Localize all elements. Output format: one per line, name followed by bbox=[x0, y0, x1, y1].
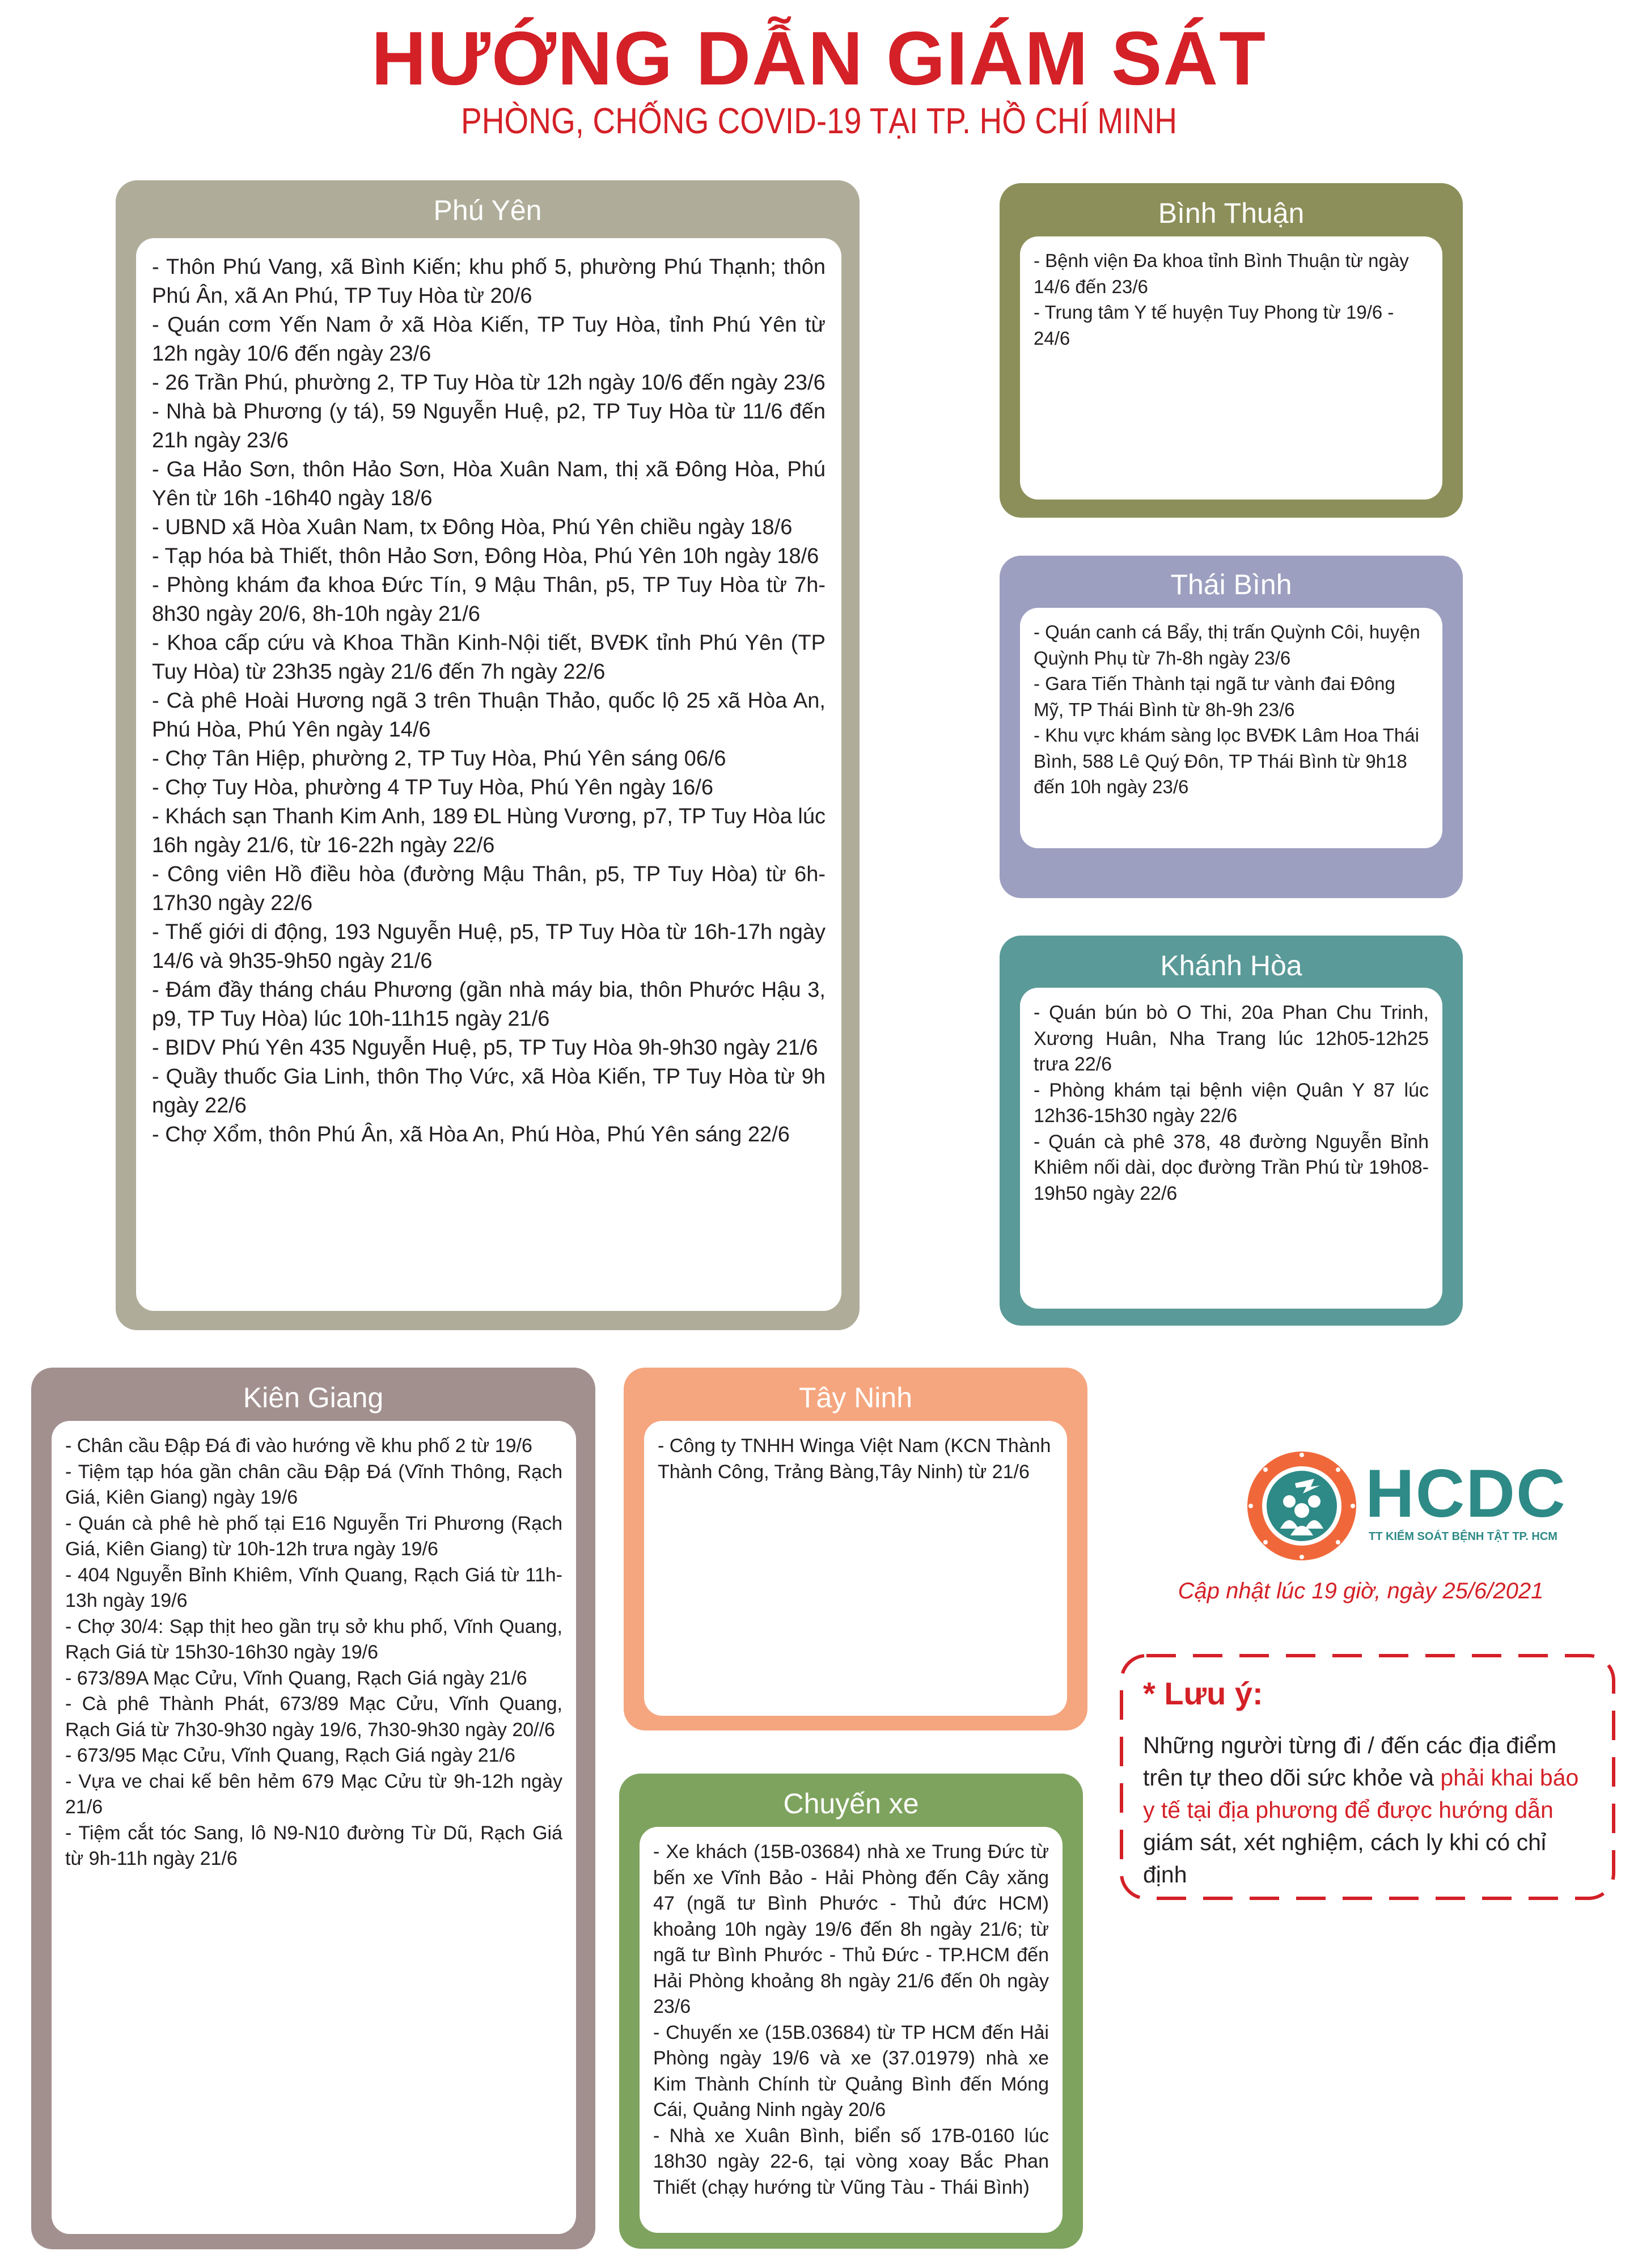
location-item: - Chợ Tân Hiệp, phường 2, TP Tuy Hòa, Phú Yên sáng 06/6 bbox=[152, 747, 726, 771]
note-heading: * Lưu ý: bbox=[1143, 1675, 1263, 1711]
location-item: - Quán cơm Yến Nam ở xã Hòa Kiến, TP Tuy Hòa, tỉnh Phú Yên từ 12h ngày 10/6 đến ngày 23/6 bbox=[152, 313, 826, 366]
location-item: - Nhà bà Phương (y tá), 59 Nguyễn Huệ, p2, TP Tuy Hòa từ 11/6 đến 21h ngày 23/6 bbox=[152, 400, 826, 452]
location-item: - Phòng khám tại bệnh viện Quân Y 87 lúc 12h36-15h30 ngày 22/6 bbox=[1034, 1079, 1429, 1127]
location-item: - Đám đầy tháng cháu Phương (gần nhà máy bia, thôn Phước Hậu 3, p9, TP Tuy Hòa) lúc 10h-11h15 ngày 21/6 bbox=[152, 978, 826, 1031]
location-item: - Khu vực khám sàng lọc BVĐK Lâm Hoa Thái Bình, 588 Lê Quý Đôn, TP Thái Bình từ 9h18 đến 10h ngày 23/6 bbox=[1034, 725, 1419, 797]
location-item: - Quán cà phê 378, 48 đường Nguyễn Bỉnh Khiêm nối dài, dọc đường Trần Phú từ 19h08-19h50 ngày 22/6 bbox=[1034, 1131, 1429, 1204]
panel-title-khanh-hoa: Khánh Hòa bbox=[1160, 950, 1302, 981]
location-item: - Tạp hóa bà Thiết, thôn Hảo Sơn, Đông Hòa, Phú Yên 10h ngày 18/6 bbox=[152, 544, 819, 568]
panel-content-chuyen-xe bbox=[640, 1827, 1063, 2233]
panel-chuyen-xe bbox=[619, 1774, 1083, 2249]
panel-binh-thuan bbox=[1000, 183, 1463, 518]
note-body bbox=[1143, 1729, 1591, 1891]
location-item: - Quầy thuốc Gia Linh, thôn Thọ Vức, xã Hòa Kiến, TP Tuy Hòa từ 9h ngày 22/6 bbox=[152, 1065, 826, 1118]
location-item: - Xe khách (15B-03684) nhà xe Trung Đức từ bến xe Vĩnh Bảo - Hải Phòng đến Cây xăng 47 (ngã tư Bình Phước - Thủ đức HCM) khoảng 10h ngày 19/6 đến 8h ngày 21/6; từ ngã tư Bình Phước - Thủ Đức - TP.HCM đến Hải Phòng khoảng 8h ngày 21/6 đến 0h ngày 23/6 bbox=[653, 1841, 1049, 2017]
location-list-tay-ninh bbox=[658, 1433, 1053, 1485]
panel-khanh-hoa bbox=[1000, 936, 1463, 1326]
location-list-thai-binh bbox=[1034, 619, 1429, 800]
location-item: - UBND xã Hòa Xuân Nam, tx Đông Hòa, Phú Yên chiều ngày 18/6 bbox=[152, 515, 793, 539]
location-item: - Thế giới di động, 193 Nguyễn Huệ, p5, TP Tuy Hòa từ 16h-17h ngày 14/6 và 9h35-9h50 ngày 21/6 bbox=[152, 920, 826, 973]
location-item: - Chân cầu Đập Đá đi vào hướng về khu phố 2 từ 19/6 bbox=[65, 1435, 532, 1457]
location-list-kien-giang bbox=[65, 1433, 562, 1872]
location-item: - Công ty TNHH Winga Việt Nam (KCN Thành Thành Công, Trảng Bàng,Tây Ninh) từ 21/6 bbox=[658, 1435, 1051, 1483]
page-subtitle: PHÒNG, CHỐNG COVID-19 TẠI TP. HỒ CHÍ MINH bbox=[460, 100, 1178, 141]
panel-content-kien-giang bbox=[52, 1421, 576, 2234]
panel-tay-ninh bbox=[624, 1368, 1087, 1730]
logo-subtitle: TT KIỂM SOÁT BỆNH TẬT TP. HCM bbox=[1369, 1530, 1557, 1543]
location-item: - Chợ 30/4: Sạp thịt heo gần trụ sở khu phố, Vĩnh Quang, Rạch Giá từ 15h30-16h30 ngày 19/6 bbox=[65, 1615, 562, 1663]
panel-title-tay-ninh: Tây Ninh bbox=[798, 1382, 913, 1414]
panel-content-thai-binh bbox=[1020, 608, 1442, 848]
page-title: HƯỚNG DẪN GIÁM SÁT bbox=[371, 16, 1267, 101]
panel-title-phu-yen: Phú Yên bbox=[433, 194, 542, 226]
location-list-khanh-hoa bbox=[1034, 1000, 1429, 1207]
location-item: - Quán cà phê hè phố tại E16 Nguyễn Tri Phương (Rạch Giá, Kiên Giang) từ 10h-12h trưa ngày 19/6 bbox=[65, 1512, 562, 1560]
location-item: - Thôn Phú Vang, xã Bình Kiến; khu phố 5, phường Phú Thạnh; thôn Phú Ân, xã An Phú, TP Tuy Hòa từ 20/6 bbox=[152, 255, 826, 308]
location-item: - Nhà xe Xuân Bình, biển số 17B-0160 lúc 18h30 ngày 22-6, tại vòng xoay Bắc Phan Thiết (chạy hướng từ Vũng Tàu - Thái Bình) bbox=[653, 2125, 1049, 2198]
trip-list bbox=[653, 1839, 1049, 2201]
location-item: - Chợ Tuy Hòa, phường 4 TP Tuy Hòa, Phú Yên ngày 16/6 bbox=[152, 776, 713, 799]
note-text-1: Những người từng đi / đến các địa điểm trên tự theo dõi sức khỏe và bbox=[1143, 1732, 1557, 1791]
location-item: - 26 Trần Phú, phường 2, TP Tuy Hòa từ 12h ngày 10/6 đến ngày 23/6 bbox=[152, 371, 826, 395]
panel-title-binh-thuan: Bình Thuận bbox=[1158, 197, 1305, 229]
panel-content-phu-yen bbox=[136, 238, 841, 1311]
logo-text: HCDC bbox=[1365, 1455, 1567, 1531]
panel-content-tay-ninh bbox=[644, 1421, 1067, 1716]
location-item: - Vựa ve chai kế bên hẻm 679 Mạc Cửu từ 9h-12h ngày 21/6 bbox=[65, 1770, 562, 1818]
location-item: - BIDV Phú Yên 435 Nguyễn Huệ, p5, TP Tuy Hòa 9h-9h30 ngày 21/6 bbox=[152, 1036, 818, 1060]
location-item: - Quán bún bò O Thi, 20a Phan Chu Trinh, Xương Huân, Nha Trang lúc 12h05-12h25 trưa 22/6 bbox=[1034, 1002, 1429, 1075]
location-item: - Cà phê Thành Phát, 673/89 Mạc Cửu, Vĩnh Quang, Rạch Giá từ 7h30-9h30 ngày 19/6, 7h30-9h30 ngày 20//6 bbox=[65, 1693, 562, 1741]
location-item: - Bệnh viện Đa khoa tỉnh Bình Thuận từ ngày 14/6 đến 23/6 bbox=[1034, 250, 1409, 297]
location-item: - 673/89A Mạc Cửu, Vĩnh Quang, Rạch Giá ngày 21/6 bbox=[65, 1667, 527, 1689]
panel-title-chuyen-xe: Chuyến xe bbox=[783, 1788, 919, 1820]
location-item: - Khoa cấp cứu và Khoa Thần Kinh-Nội tiết, BVĐK tỉnh Phú Yên (TP Tuy Hòa) từ 23h35 ngày 21/6 đến 7h ngày 22/6 bbox=[152, 631, 826, 684]
note-text-2: giám sát, xét nghiệm, cách ly khi có chỉ định bbox=[1143, 1829, 1546, 1888]
location-item: - Chợ Xổm, thôn Phú Ân, xã Hòa An, Phú Hòa, Phú Yên sáng 22/6 bbox=[152, 1123, 790, 1146]
update-timestamp: Cập nhật lúc 19 giờ, ngày 25/6/2021 bbox=[1178, 1579, 1544, 1603]
note-box bbox=[1118, 1652, 1617, 1902]
location-item: - Chuyến xe (15B.03684) từ TP HCM đến Hải Phòng ngày 19/6 và xe (37.01979) nhà xe Kim Thành Chính từ Quảng Bình đến Móng Cái, Quảng Ninh ngày 20/6 bbox=[653, 2021, 1049, 2121]
panel-thai-binh bbox=[1000, 556, 1463, 898]
location-item: - Khách sạn Thanh Kim Anh, 189 ĐL Hùng Vương, p7, TP Tuy Hòa lúc 16h ngày 21/6, từ 16-22h ngày 22/6 bbox=[152, 805, 826, 857]
location-item: - Ga Hảo Sơn, thôn Hảo Sơn, Hòa Xuân Nam, thị xã Đông Hòa, Phú Yên từ 16h -16h40 ngày 18/6 bbox=[152, 458, 826, 510]
location-item: - Quán canh cá Bẩy, thị trấn Quỳnh Côi, huyện Quỳnh Phụ từ 7h-8h ngày 23/6 bbox=[1034, 621, 1420, 668]
location-item: - Tiệm tạp hóa gần chân cầu Đập Đá (Vĩnh Thông, Rạch Giá, Kiên Giang) ngày 19/6 bbox=[65, 1461, 562, 1508]
location-item: - Công viên Hồ điều hòa (đường Mậu Thân, p5, TP Tuy Hòa) từ 6h-17h30 ngày 22/6 bbox=[152, 862, 826, 915]
panel-content-binh-thuan bbox=[1020, 236, 1442, 500]
panel-kien-giang bbox=[31, 1368, 595, 2249]
location-item: - 404 Nguyễn Bỉnh Khiêm, Vĩnh Quang, Rạch Giá từ 11h-13h ngày 19/6 bbox=[65, 1564, 562, 1611]
location-list-binh-thuan bbox=[1034, 248, 1429, 351]
note-highlight: phải khai báo y tế tại địa phương để được hướng dẫn bbox=[1143, 1765, 1579, 1823]
panel-title-thai-binh: Thái Bình bbox=[1170, 569, 1292, 600]
location-list-phu-yen bbox=[152, 253, 826, 1149]
panel-title-kien-giang: Kiên Giang bbox=[243, 1382, 384, 1414]
location-item: - Trung tâm Y tế huyện Tuy Phong từ 19/6 - 24/6 bbox=[1034, 302, 1394, 349]
panel-phu-yen bbox=[116, 180, 860, 1330]
hcdc-logo bbox=[1245, 1449, 1567, 1563]
location-item: - Gara Tiến Thành tại ngã tư vành đai Đông Mỹ, TP Thái Bình từ 8h-9h 23/6 bbox=[1034, 673, 1395, 720]
panel-content-khanh-hoa bbox=[1020, 988, 1442, 1309]
location-item: - 673/95 Mạc Cửu, Vĩnh Quang, Rạch Giá ngày 21/6 bbox=[65, 1745, 515, 1766]
hcdc-logo-icon bbox=[1245, 1449, 1358, 1563]
location-item: - Tiệm cắt tóc Sang, lô N9-N10 đường Từ Dũ, Rạch Giá từ 9h-11h ngày 21/6 bbox=[65, 1822, 562, 1869]
location-item: - Cà phê Hoài Hương ngã 3 trên Thuận Thảo, quốc lộ 25 xã Hòa An, Phú Hòa, Phú Yên ngày 14/6 bbox=[152, 689, 826, 742]
location-item: - Phòng khám đa khoa Đức Tín, 9 Mậu Thân, p5, TP Tuy Hòa từ 7h-8h30 ngày 20/6, 8h-10h ngày 21/6 bbox=[152, 573, 826, 626]
